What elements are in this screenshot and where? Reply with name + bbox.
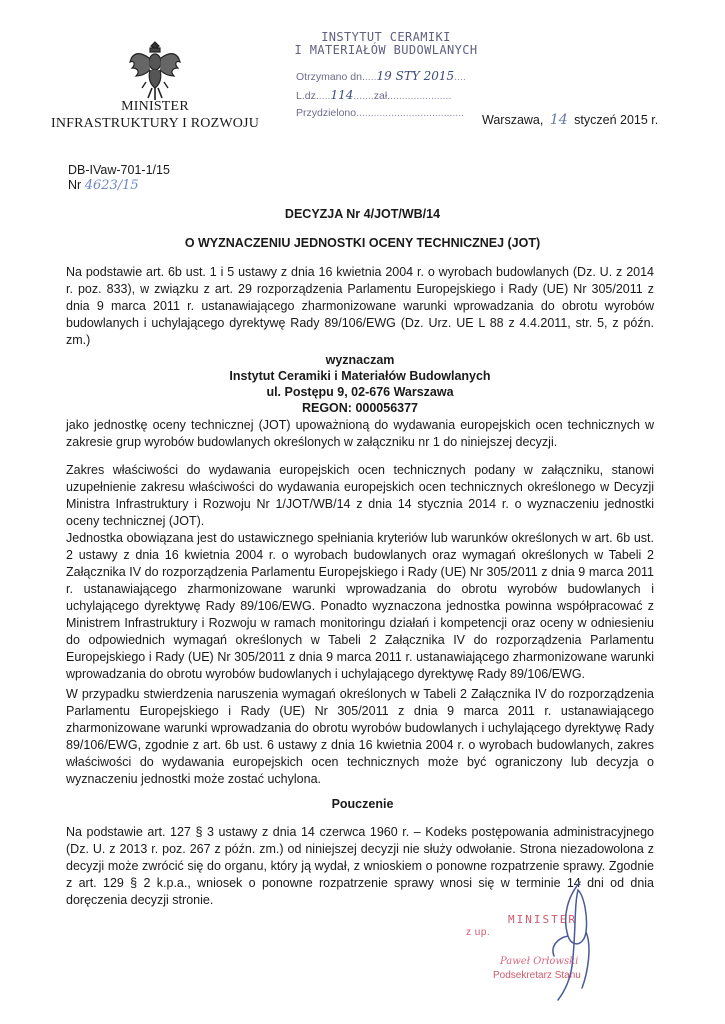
date-month-year: styczeń 2015 r.	[574, 113, 659, 127]
ministry-name	[40, 98, 270, 132]
appointed-body-block	[66, 352, 654, 416]
ministry-line-2: INFRASTRUKTURY I ROZWOJU	[50, 116, 260, 131]
signature-role: Podsekretarz Stanu	[493, 970, 581, 981]
appoint-word: wyznaczam	[325, 353, 395, 367]
obligation-paragraph: Jednostka obowiązana jest do ustawicznego spełniania kryteriów lub warunków określonych w art. 6b ust. 2 ustawy z dnia 16 kwietnia 2004 r. o wyrobach budowlanych oraz wymagań określonych w Tabeli 2 Załącznika IV do rozporządzenia Parlamentu Europejskiego i Rady (UE) Nr 305/2011 z dnia 9 marca 2011 r. ustanawiającego zharmonizowane warunki wprowadzania do obrotu wyrobów budowlanych i uchylającego dyrektywę Rady 89/106/EWG. Ponadto wyznaczona jednostka powinna współpracować z Ministrem Infrastruktury i Rozwoju w ramach monitoringu działań i kompetencji oraz oceny w odniesieniu do odpowiednich wymagań określonych w Tabeli 2 Załącznika IV do rozporządzenia Parlamentu Europejskiego i Rady (UE) Nr 305/2011 z dnia 9 marca 2011 r. ustanawiającego zharmonizowane warunki wprowadzania do obrotu wyrobów budowlanych i uchylającego dyrektywę Rady 89/106/EWG.	[66, 531, 654, 681]
nr-row	[68, 178, 170, 193]
place-date	[482, 112, 658, 128]
violation-paragraph: W przypadku stwierdzenia naruszenia wymagań określonych w Tabeli 2 Załącznika IV do rozporządzenia Parlamentu Europejskiego i Rady (UE) Nr 305/2011 z dnia 9 marca 2011 r. ustanawiającego zharmonizowane warunki wprowadzania do obrotu wyrobów budowlanych i uchylającego dyrektywę Rady 89/106/EWG, zgodnie z art. 6b ust. 6 ustawy z dnia 16 kwietnia 2004 r. o wyrobach budowlanych, zakres właściwości do wydawania europejskich ocen technicznych może być ograniczony lub decyzja o wyznaczeniu jednostki może zostać uchylona.	[66, 687, 654, 786]
stamp-ldz-row: L.dz.....114.......zał......................	[296, 88, 452, 102]
nr-label: Nr	[68, 178, 82, 192]
place-city: Warszawa,	[482, 113, 544, 127]
decision-title: DECYZJA Nr 4/JOT/WB/14	[284, 207, 441, 221]
decision-subtitle: O WYZNACZENIU JEDNOSTKI OCENY TECHNICZNEJ (JOT)	[184, 236, 541, 250]
signature-name: Paweł Orłowski	[500, 956, 579, 967]
authorization-paragraph: jako jednostkę oceny technicznej (JOT) upoważnioną do wydawania europejskich ocen technicznych w zakresie grup wyrobów budowlanych określonych w załączniku nr 1 do niniejszej decyzji.	[66, 418, 654, 449]
date-day: 14	[549, 112, 568, 128]
body-regon: REGON: 000056377	[301, 401, 419, 415]
handwritten-signature-icon	[528, 876, 608, 1006]
stamp-institution-line-2: I MATERIAŁÓW BUDOWLANYCH	[294, 43, 478, 57]
instruction-paragraph: Na podstawie art. 127 § 3 ustawy z dnia 14 czerwca 1960 r. – Kodeks postępowania administracyjnego (Dz. U. z 2013 r. poz. 267 z późn. zm.) od niniejszej decyzji nie służy odwołanie. Strona niezadowolona z decyzji może zwrócić się do organu, który ją wydał, z wnioskiem o ponowne rozpatrzenie sprawy. Zgodnie z art. 129 § 2 k.p.a., wniosek o ponowne rozpatrzenie sprawy wnosi się w terminie 14 dni od dnia doręczenia decyzji stronie.	[66, 825, 654, 907]
legal-basis-paragraph: Na podstawie art. 6b ust. 1 i 5 ustawy z dnia 16 kwietnia 2004 r. o wyrobach budowlanych (Dz. U. z 2014 r. poz. 833), w związku z art. 29 rozporządzenia Parlamentu Europejskiego i Rady (UE) Nr 305/2011 z dnia 9 marca 2011 r. ustanawiającego zharmonizowane warunki wprowadzania do obrotu wyrobów budowlanych i uchylającego dyrektywę Rady 89/106/EWG (Dz. Urz. UE L 88 z 4.4.2011, str. 5, z późn. zm.)	[66, 265, 654, 347]
stamp-received-value: 19 STY 2015	[376, 69, 455, 83]
signature-zup: z up.	[466, 927, 491, 938]
body-address: ul. Postępu 9, 02-676 Warszawa	[266, 385, 454, 399]
stamp-institution-line-1: INSTYTUT CERAMIKI	[321, 30, 451, 44]
case-number: DB-IVaw-701-1/15	[68, 163, 170, 177]
body-name: Instytut Ceramiki i Materiałów Budowlanych	[229, 369, 491, 383]
instruction-title: Pouczenie	[331, 797, 394, 811]
stamp-ldz-value: 114	[330, 88, 354, 102]
nr-value: 4623/15	[84, 178, 139, 193]
stamp-received-label: Otrzymano dn.	[296, 71, 365, 83]
received-stamp	[286, 31, 486, 121]
signature-minister: MINISTER	[508, 913, 577, 926]
stamp-received-row: Otrzymano dn.....19 STY 2015....	[296, 69, 466, 83]
stamp-ldz-label: L.dz.	[296, 90, 319, 102]
stamp-zal-label: zał.	[373, 90, 391, 102]
ministry-line-1: MINISTER	[121, 99, 189, 114]
reference-numbers	[68, 163, 170, 193]
stamp-assigned-label: Przydzielono	[296, 107, 357, 119]
polish-eagle-emblem-icon	[128, 38, 182, 104]
stamp-assigned-row: Przydzielono.....................................	[296, 107, 465, 119]
scope-paragraph: Zakres właściwości do wydawania europejskich ocen technicznych podany w załączniku, stanowi uzupełnienie zakresu właściwości do wydawania europejskich ocen technicznych określonego w Decyzji Ministra Infrastruktury i Rozwoju Nr 1/JOT/WB/14 z dnia 14 stycznia 2014 r. o wyznaczeniu jednostki oceny technicznej (JOT).	[66, 463, 654, 528]
